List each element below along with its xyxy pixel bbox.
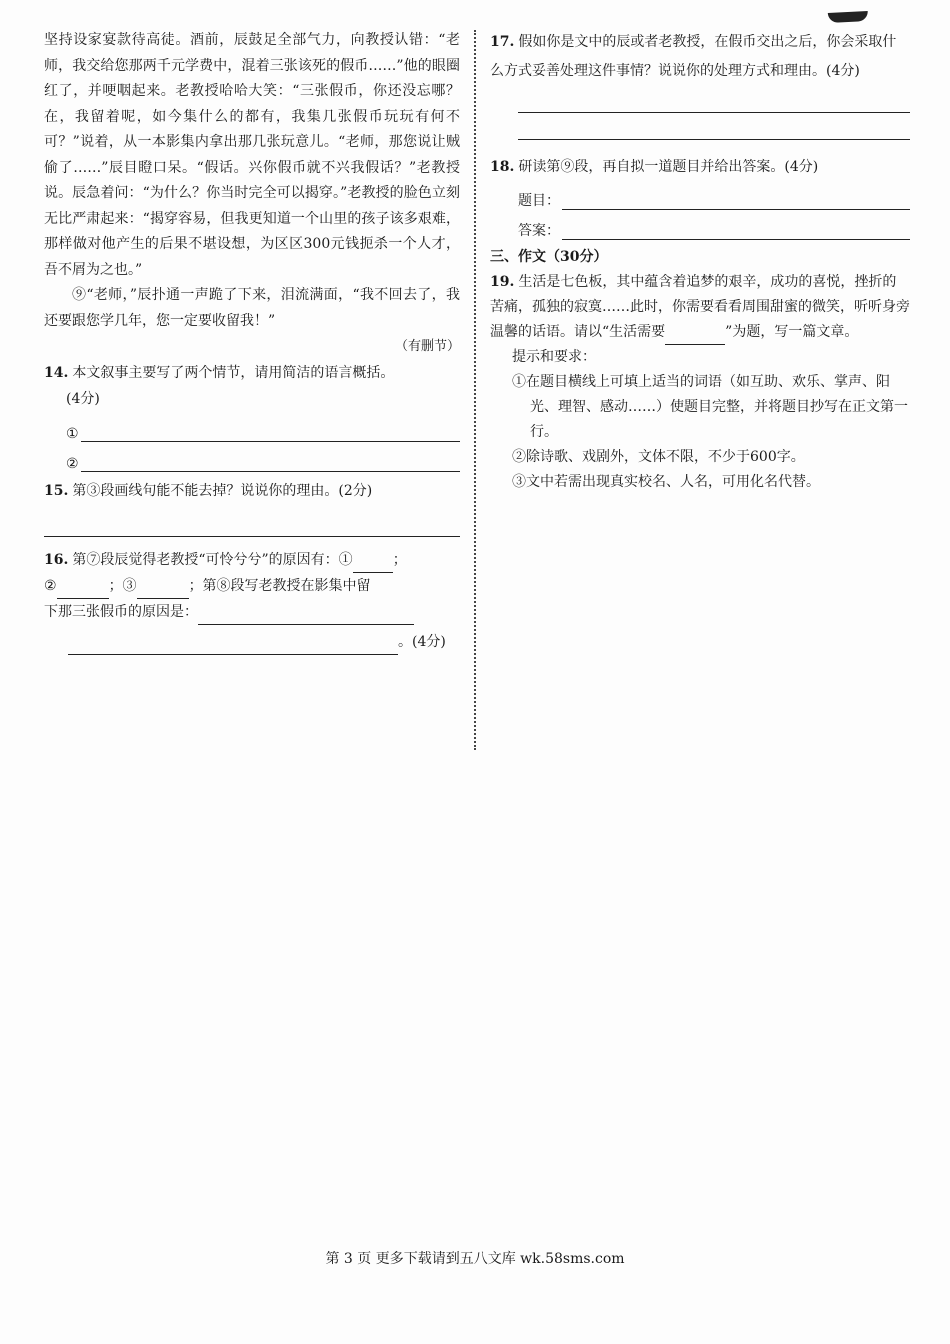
q17-answer-line-2[interactable] (518, 113, 910, 140)
page-footer: 第 3 页 更多下载请到五八文库 wk.58sms.com (325, 1251, 625, 1267)
question-14 (44, 360, 460, 472)
q14-number: 14. (44, 365, 69, 381)
q16-text-2: ② (44, 578, 57, 594)
q16-text-3: ；③ (108, 578, 137, 594)
q16-blank-2[interactable] (57, 582, 109, 599)
q17-text: 假如你是文中的辰或者老教授，在假币交出之后，你会采取什么方式妥善处理这件事情？说说你的处理方式和理由。(4分) (490, 34, 897, 79)
q14-score: (4分) (66, 391, 100, 407)
q18-title-line[interactable] (490, 180, 910, 210)
q14-blank-label-1: ① (66, 426, 79, 442)
question-16 (44, 547, 460, 655)
column-divider (474, 30, 476, 750)
q19-hint-1: ①在题目横线上可填上适当的词语（如互助、欢乐、掌声、阳光、理智、感动……）使题目完整，并将题目抄写在正文第一行。 (512, 374, 908, 440)
q16-blank-5[interactable] (68, 638, 398, 655)
q18-title-label: 题目： (518, 193, 560, 209)
left-column (44, 28, 460, 655)
q19-hint-3: ③文中若需出现真实校名、人名，可用化名代替。 (512, 474, 820, 490)
q18-number: 18. (490, 159, 515, 175)
q14-text: 本文叙事主要写了两个情节，请用简洁的语言概括。 (72, 365, 395, 381)
question-18 (490, 154, 910, 240)
q19-text-a: 生活是七色板，其中蕴含着追梦的艰辛，成功的喜悦，挫折的苦痛，孤独的寂寞……此时，你需要看看周围甜蜜的微笑，听听身旁温馨的话语。请以“生活需要 (490, 274, 910, 340)
abridged-note: （有删节） (394, 339, 460, 354)
q16-text-5: 下那三张假币的原因是： (44, 604, 198, 620)
passage-paragraph-9: ⑨“老师，”辰扑通一声跪了下来，泪流满面，“我不回去了，我还要跟您学几年，您一定要收留我！” (44, 287, 460, 329)
q14-answer-line-2[interactable] (44, 442, 460, 472)
q19-hint-title: 提示和要求： (512, 349, 596, 365)
q14-answer-line-1[interactable] (44, 412, 460, 442)
q15-number: 15. (44, 483, 69, 499)
q19-number: 19. (490, 274, 515, 290)
q17-number: 17. (490, 34, 515, 50)
q17-answer-line-1[interactable] (518, 86, 910, 113)
question-17 (490, 28, 910, 140)
q16-text-4: ；第⑧段写老教授在影集中留 (188, 578, 371, 594)
q15-answer-line[interactable] (44, 510, 460, 537)
q16-score: 。(4分) (398, 634, 446, 650)
q16-number: 16. (44, 552, 69, 568)
q19-text-b: ”为题，写一篇文章。 (725, 324, 859, 340)
q16-blank-4[interactable] (198, 608, 414, 625)
q16-sep-1: ； (392, 552, 407, 568)
q19-title-blank[interactable] (665, 328, 725, 345)
q16-blank-3[interactable] (137, 582, 189, 599)
q19-hint-2: ②除诗歌、戏剧外，文体不限，不少于600字。 (512, 449, 805, 465)
section-3-heading: 三、作文（30分） (490, 249, 608, 265)
scan-corner-mark (828, 11, 868, 23)
q16-text-1: 第⑦段辰觉得老教授“可怜兮兮”的原因有：① (72, 552, 353, 568)
q18-answer-label: 答案： (518, 223, 560, 239)
q18-answer-line[interactable] (490, 210, 910, 240)
q18-text: 研读第⑨段，再自拟一道题目并给出答案。(4分) (518, 159, 819, 175)
question-15 (44, 478, 460, 537)
q15-text: 第③段画线句能不能去掉？说说你的理由。(2分) (72, 483, 373, 499)
right-column (490, 28, 910, 495)
q16-blank-1[interactable] (353, 556, 393, 573)
passage-paragraph-8: 坚持设家宴款待高徒。酒前，辰鼓足全部气力，向教授认错：“老师，我交给您那两千元学费中，混着三张该死的假币……”他的眼圈红了，并哽咽起来。老教授哈哈大笑：“三张假币，你还没忘哪？在，我留着呢，如今集什么的都有，我集几张假币玩玩有何不可？”说着，从一本影集内拿出那几张玩意儿。“老师，那您说让贼偷了……”辰目瞪口呆。“假话。兴你假币就不兴我假话？”老教授说。辰急着问：“为什么？你当时完全可以揭穿。”老教授的脸色立刻无比严肃起来：“揭穿容易，但我更知道一个山里的孩子该多艰难，那样做对他产生的后果不堪设想，为区区300元钱扼杀一个人才，吾不屑为之也。” (44, 32, 460, 278)
question-19 (490, 270, 910, 495)
q14-blank-label-2: ② (66, 456, 79, 472)
